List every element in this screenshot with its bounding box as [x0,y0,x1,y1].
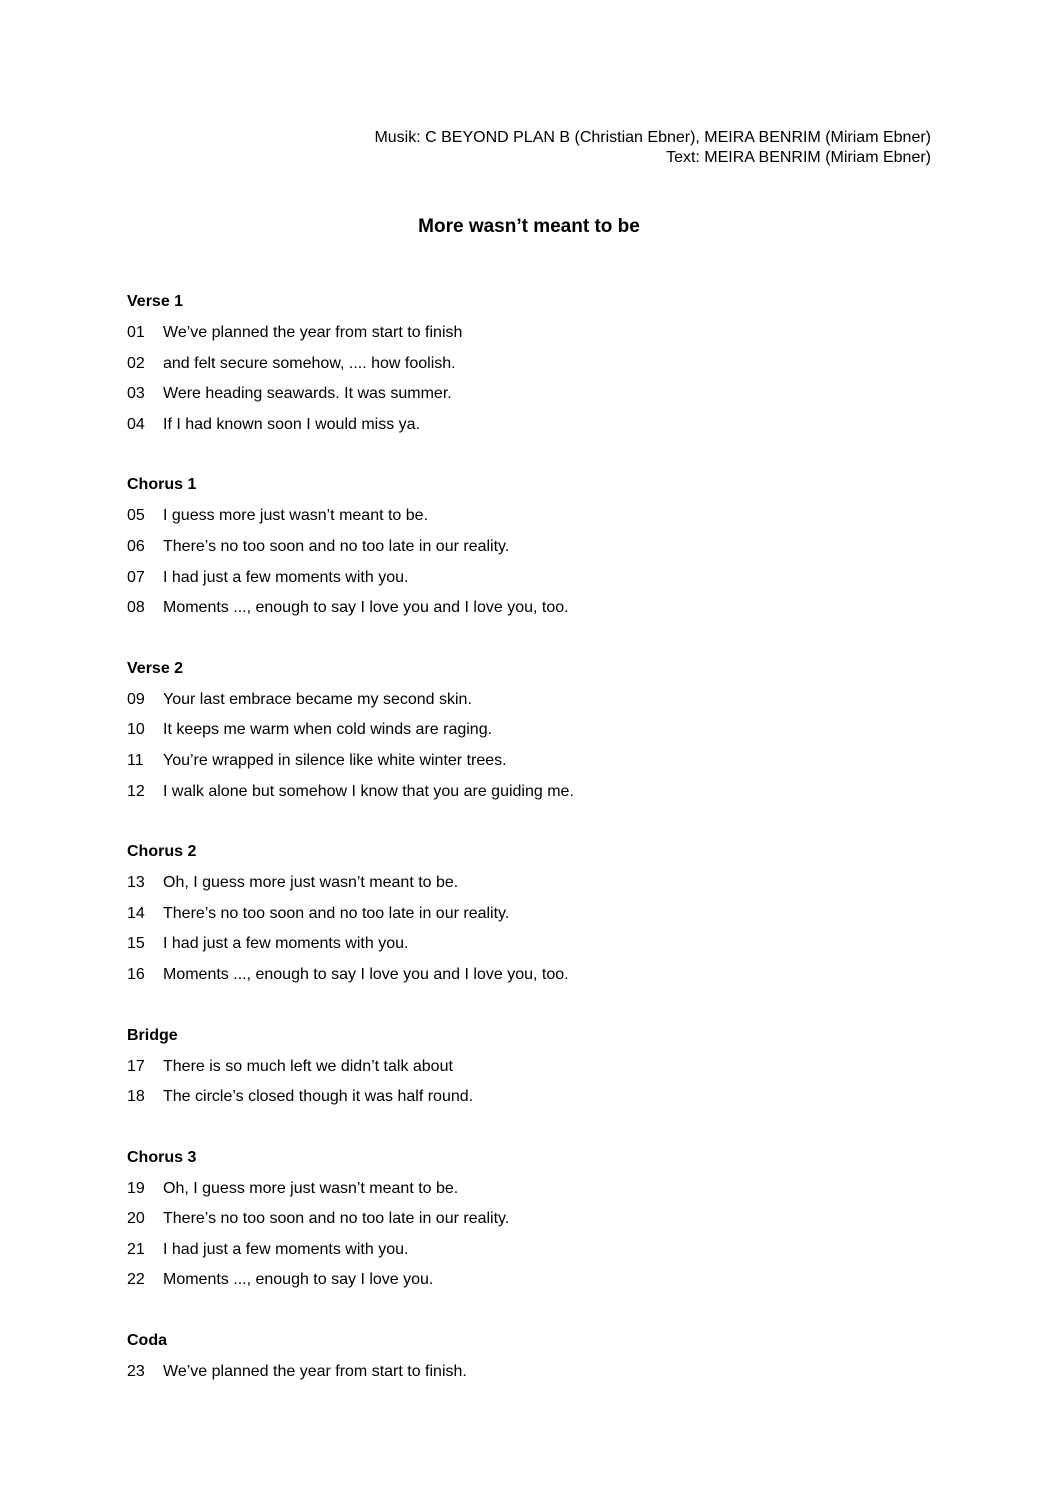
line-text: I had just a few moments with you. [163,568,409,586]
lyrics-section [127,290,947,443]
line-text: You’re wrapped in silence like white winter trees. [163,751,507,769]
line-number: 23 [127,1363,145,1381]
line-number: 04 [127,415,145,433]
line-text: Moments ..., enough to say I love you and I love you, too. [163,599,569,617]
lyric-line [127,504,947,535]
line-text: Were heading seawards. It was summer. [163,385,452,403]
song-title: More wasn’t meant to be [418,216,640,237]
lyrics-section [127,1024,947,1116]
lyric-line [127,352,947,383]
line-number: 19 [127,1179,145,1197]
lyrics-section [127,657,947,810]
lyric-line [127,1055,947,1086]
line-number: 10 [127,721,145,739]
section-heading: Chorus 1 [127,476,197,494]
line-text: The circle’s closed though it was half round. [163,1088,474,1106]
lyric-line [127,596,947,627]
line-number: 18 [127,1088,145,1106]
lyric-line [127,1268,947,1299]
line-number: 06 [127,537,145,555]
section-heading: Bridge [127,1026,178,1044]
lyric-line [127,780,947,811]
line-text: I walk alone but somehow I know that you are guiding me. [163,782,574,800]
lyric-line [127,1360,947,1391]
line-number: 09 [127,690,145,708]
line-text: There’s no too soon and no too late in our reality. [163,1210,510,1228]
line-number: 15 [127,935,145,953]
line-text: There is so much left we didn’t talk about [163,1057,453,1075]
section-heading: Verse 1 [127,293,184,310]
line-text: I guess more just wasn’t meant to be. [163,507,429,525]
line-number: 16 [127,965,145,983]
lyric-line [127,688,947,719]
line-number: 14 [127,904,145,922]
line-number: 01 [127,324,145,341]
line-text: Oh, I guess more just wasn’t meant to be. [163,1179,459,1197]
line-text: Your last embrace became my second skin. [163,690,472,708]
section-heading: Chorus 3 [127,1148,197,1166]
line-number: 11 [127,751,144,769]
line-number: 07 [127,568,145,586]
line-text: Oh, I guess more just wasn’t meant to be. [163,874,459,892]
line-text: We’ve planned the year from start to finish [163,324,463,341]
line-text: I had just a few moments with you. [163,935,409,953]
line-number: 17 [127,1057,145,1075]
line-text: There’s no too soon and no too late in our reality. [163,537,510,555]
line-number: 21 [127,1240,145,1258]
lyric-line [127,1085,947,1116]
line-text: If I had known soon I would miss ya. [163,415,421,433]
text-credit: Text: MEIRA BENRIM (Miriam Ebner) [666,149,931,166]
lyric-line [127,1177,947,1208]
lyrics-section [127,840,947,993]
lyrics-section [127,473,947,626]
lyric-line [127,535,947,566]
line-number: 02 [127,354,145,372]
lyric-line [127,963,947,994]
line-text: and felt secure somehow, .... how foolish. [163,354,456,372]
line-text: Moments ..., enough to say I love you and I love you, too. [163,965,569,983]
lyric-line [127,413,947,444]
lyrics-body [127,290,947,1421]
line-number: 08 [127,599,145,617]
lyric-line [127,1207,947,1238]
credits-block [374,128,931,168]
line-number: 12 [127,782,145,800]
line-number: 22 [127,1271,145,1289]
line-text: It keeps me warm when cold winds are raging. [163,721,493,739]
music-credit: Musik: C BEYOND PLAN B (Christian Ebner), MEIRA BENRIM (Miriam Ebner) [374,129,931,146]
lyric-line [127,566,947,597]
line-text: Moments ..., enough to say I love you. [163,1271,434,1289]
lyric-line [127,749,947,780]
lyric-line [127,871,947,902]
lyric-line [127,902,947,933]
section-heading: Verse 2 [127,659,184,677]
lyric-line [127,382,947,413]
line-text: I had just a few moments with you. [163,1240,409,1258]
line-number: 13 [127,874,145,892]
line-number: 05 [127,507,145,525]
lyrics-section [127,1146,947,1299]
line-text: There’s no too soon and no too late in our reality. [163,904,510,922]
line-number: 20 [127,1210,145,1228]
lyric-line [127,932,947,963]
lyric-line [127,1238,947,1269]
section-heading: Chorus 2 [127,843,197,861]
lyric-line [127,718,947,749]
section-heading: Coda [127,1332,167,1350]
lyrics-section [127,1329,947,1391]
lyric-line [127,321,947,352]
line-text: We’ve planned the year from start to finish. [163,1363,467,1381]
line-number: 03 [127,385,145,403]
